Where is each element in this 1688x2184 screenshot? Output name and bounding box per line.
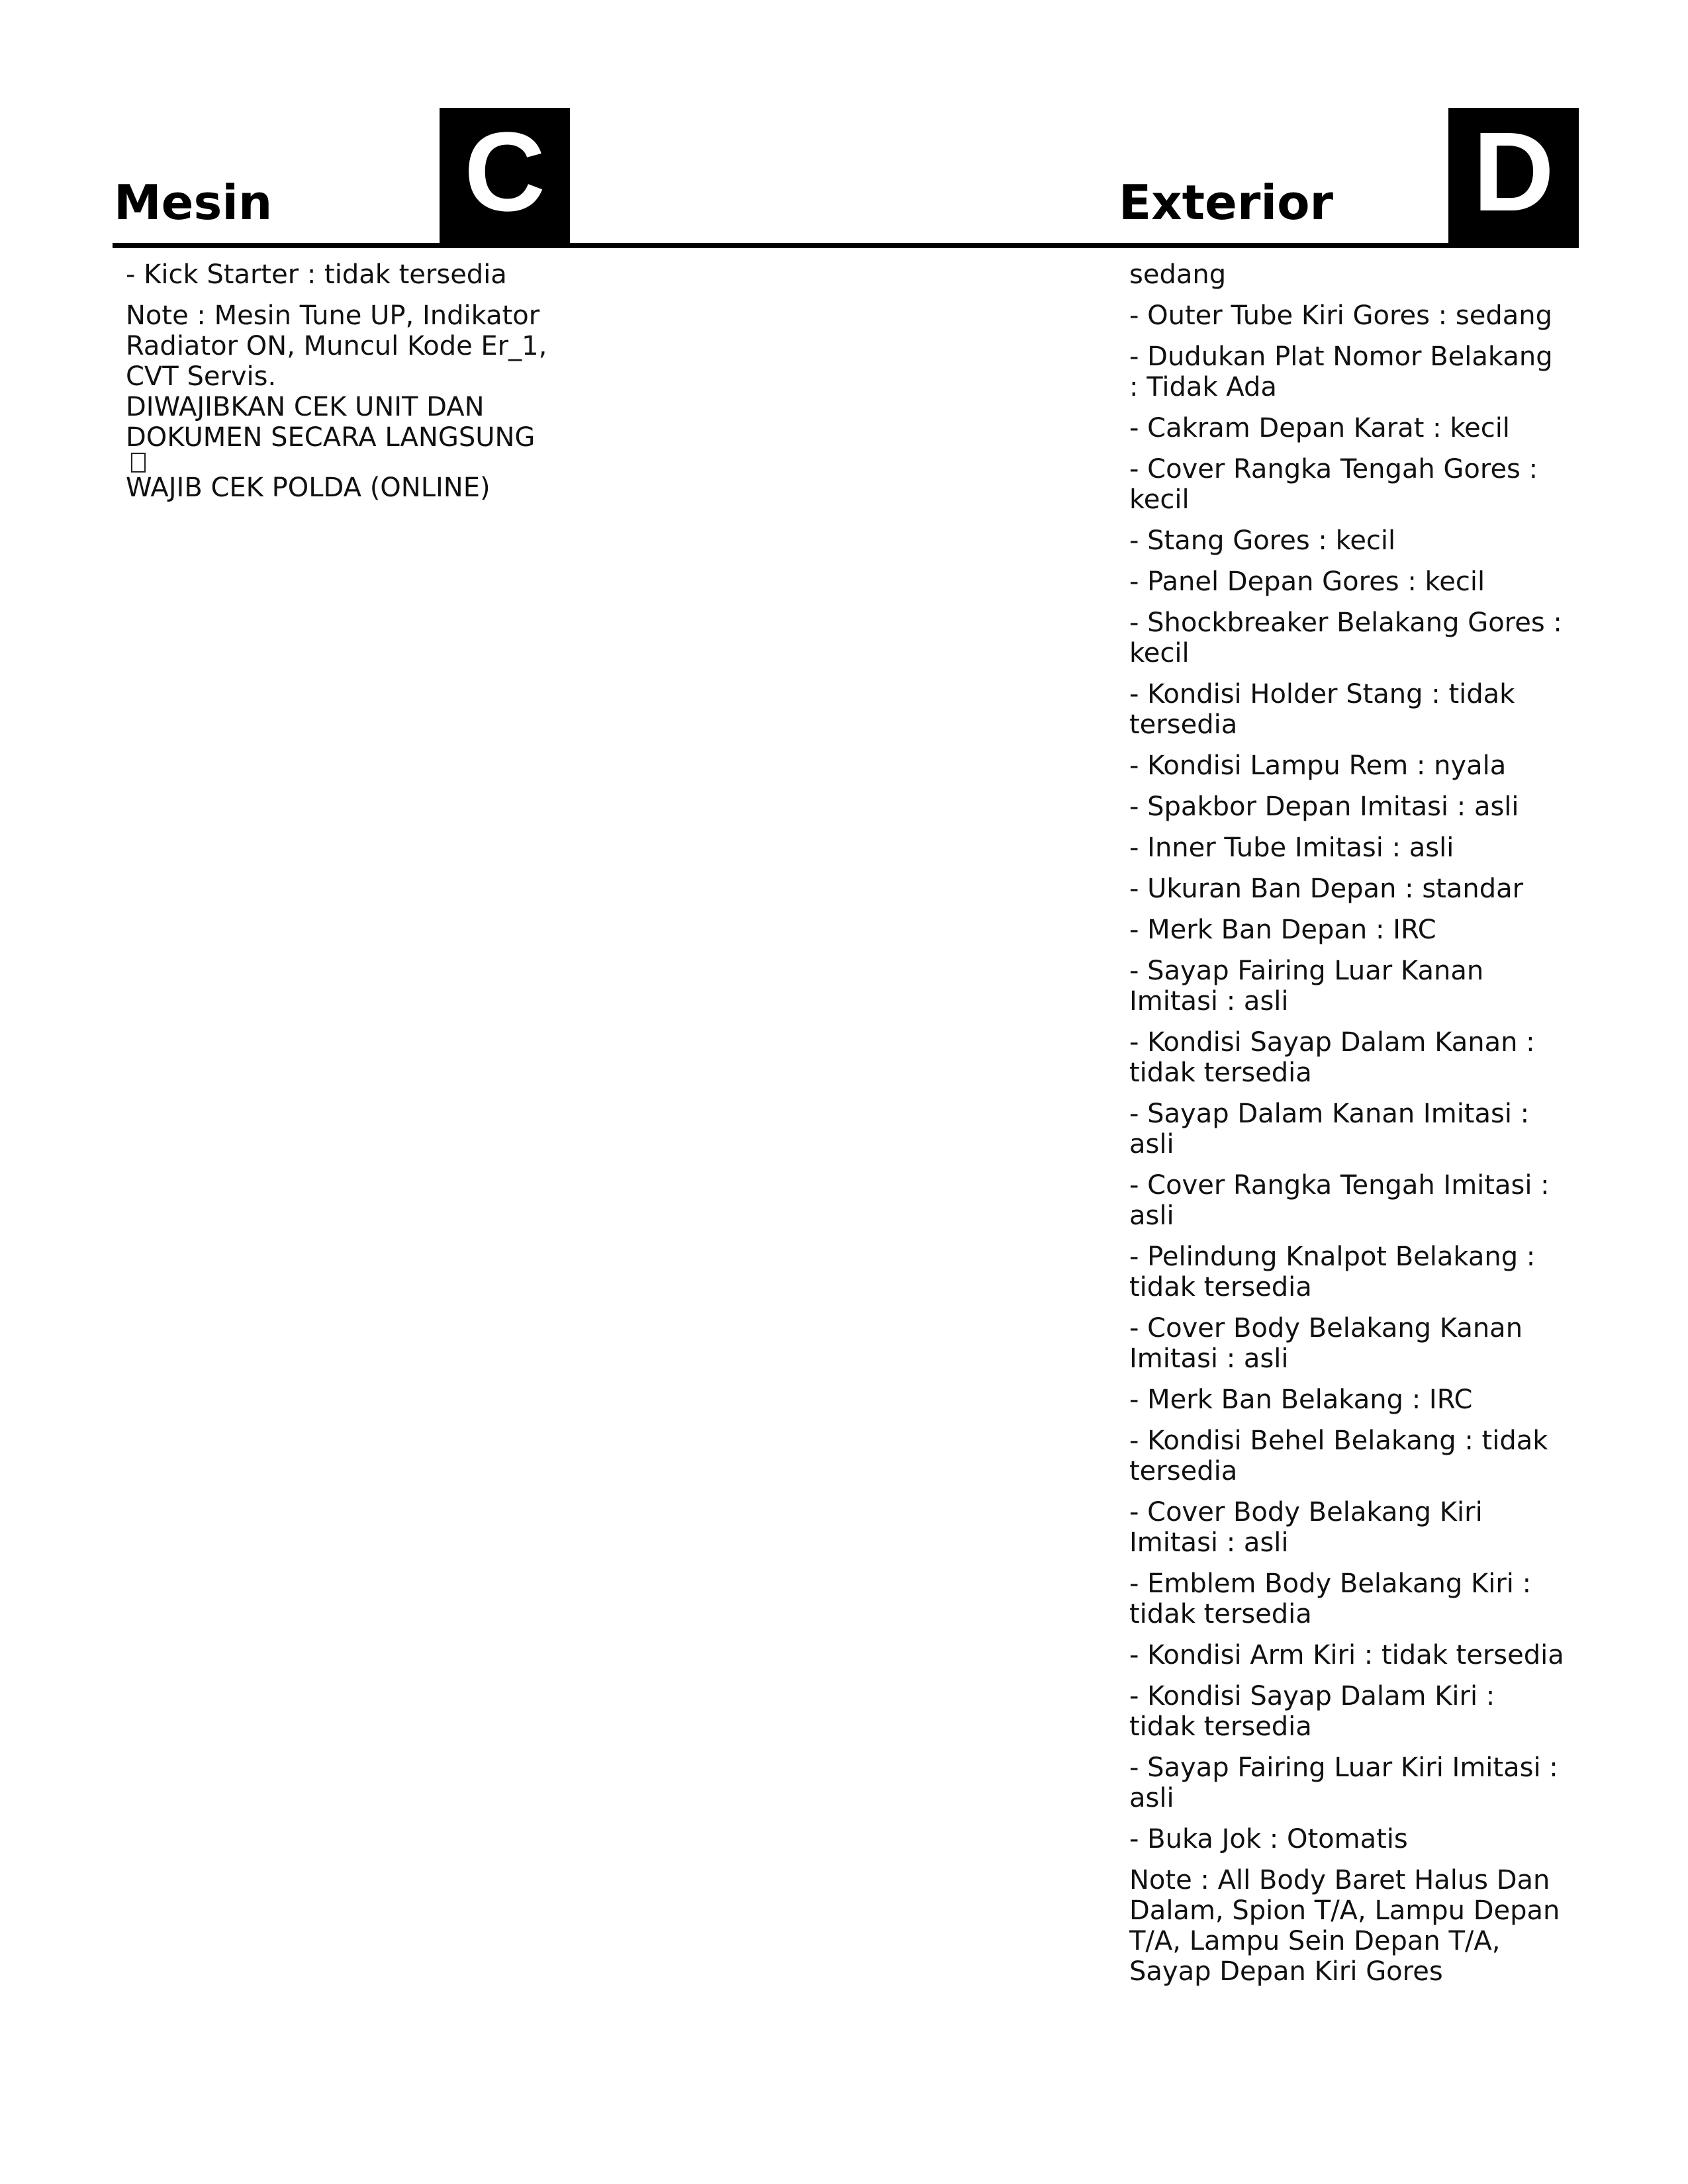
exterior-item: - Dudukan Plat Nomor Belakang : Tidak Ada (1129, 341, 1553, 402)
exterior-item: - Sayap Fairing Luar Kanan Imitasi : asli (1129, 956, 1484, 1017)
exterior-item: - Buka Jok : Otomatis (1129, 1824, 1408, 1854)
exterior-item: - Shockbreaker Belakang Gores : kecil (1129, 608, 1562, 668)
header-divider (113, 243, 1579, 248)
exterior-item: - Panel Depan Gores : kecil (1129, 567, 1485, 597)
exterior-item: - Cover Rangka Tengah Gores : kecil (1129, 454, 1538, 515)
exterior-item: - Outer Tube Kiri Gores : sedang (1129, 300, 1552, 331)
exterior-content (1129, 259, 1566, 1997)
mesin-notice-text: WAJIB CEK POLDA (ONLINE) (126, 473, 491, 503)
section-title-exterior: Exterior (1119, 175, 1334, 230)
exterior-item: - Kondisi Behel Belakang : tidak tersedia (1129, 1426, 1548, 1486)
mesin-notice-line-3 (126, 453, 549, 503)
exterior-item: - Kondisi Holder Stang : tidak tersedia (1129, 679, 1515, 740)
mesin-note: Note : Mesin Tune UP, Indikator Radiator ON, Muncul Kode Er_1, CVT Servis. (126, 300, 547, 392)
exterior-item: - Kondisi Lampu Rem : nyala (1129, 751, 1507, 781)
exterior-item: - Kondisi Sayap Dalam Kanan : tidak tersedia (1129, 1027, 1535, 1088)
exterior-note: Note : All Body Baret Halus Dan Dalam, Spion T/A, Lampu Depan T/A, Lampu Sein Depan T/A, Sayap Depan Kiri Gores (1129, 1865, 1560, 1987)
missing-glyph-icon (131, 453, 146, 473)
exterior-item: - Cover Rangka Tengah Imitasi : asli (1129, 1170, 1550, 1231)
exterior-item: - Cover Body Belakang Kiri Imitasi : asli (1129, 1497, 1483, 1558)
mesin-notice-line-1: DIWAJIBKAN CEK UNIT DAN (126, 392, 485, 422)
exterior-item: - Spakbor Depan Imitasi : asli (1129, 792, 1519, 822)
exterior-item: - Pelindung Knalpot Belakang : tidak tersedia (1129, 1242, 1536, 1302)
exterior-item: - Sayap Dalam Kanan Imitasi : asli (1129, 1099, 1530, 1160)
section-letter-c-badge: C (440, 108, 570, 244)
exterior-item: - Cakram Depan Karat : kecil (1129, 413, 1510, 443)
exterior-item: - Kondisi Arm Kiri : tidak tersedia (1129, 1640, 1564, 1670)
mesin-note-block (126, 300, 549, 503)
exterior-item: - Merk Ban Belakang : IRC (1129, 1385, 1473, 1415)
exterior-item: sedang (1129, 259, 1227, 290)
exterior-item: - Inner Tube Imitasi : asli (1129, 833, 1454, 863)
exterior-item: - Merk Ban Depan : IRC (1129, 915, 1436, 945)
mesin-item: - Kick Starter : tidak tersedia (126, 259, 507, 290)
exterior-item: - Sayap Fairing Luar Kiri Imitasi : asli (1129, 1752, 1558, 1813)
exterior-item: - Cover Body Belakang Kanan Imitasi : asli (1129, 1313, 1523, 1374)
section-title-mesin: Mesin (114, 175, 273, 230)
mesin-content (126, 259, 549, 503)
exterior-item: - Ukuran Ban Depan : standar (1129, 874, 1524, 904)
exterior-item: - Stang Gores : kecil (1129, 525, 1396, 556)
exterior-item: - Kondisi Sayap Dalam Kiri : tidak tersedia (1129, 1681, 1495, 1742)
section-letter-d-badge: D (1448, 108, 1579, 244)
mesin-notice-line-2: DOKUMEN SECARA LANGSUNG (126, 422, 536, 453)
exterior-item: - Emblem Body Belakang Kiri : tidak tersedia (1129, 1569, 1532, 1629)
